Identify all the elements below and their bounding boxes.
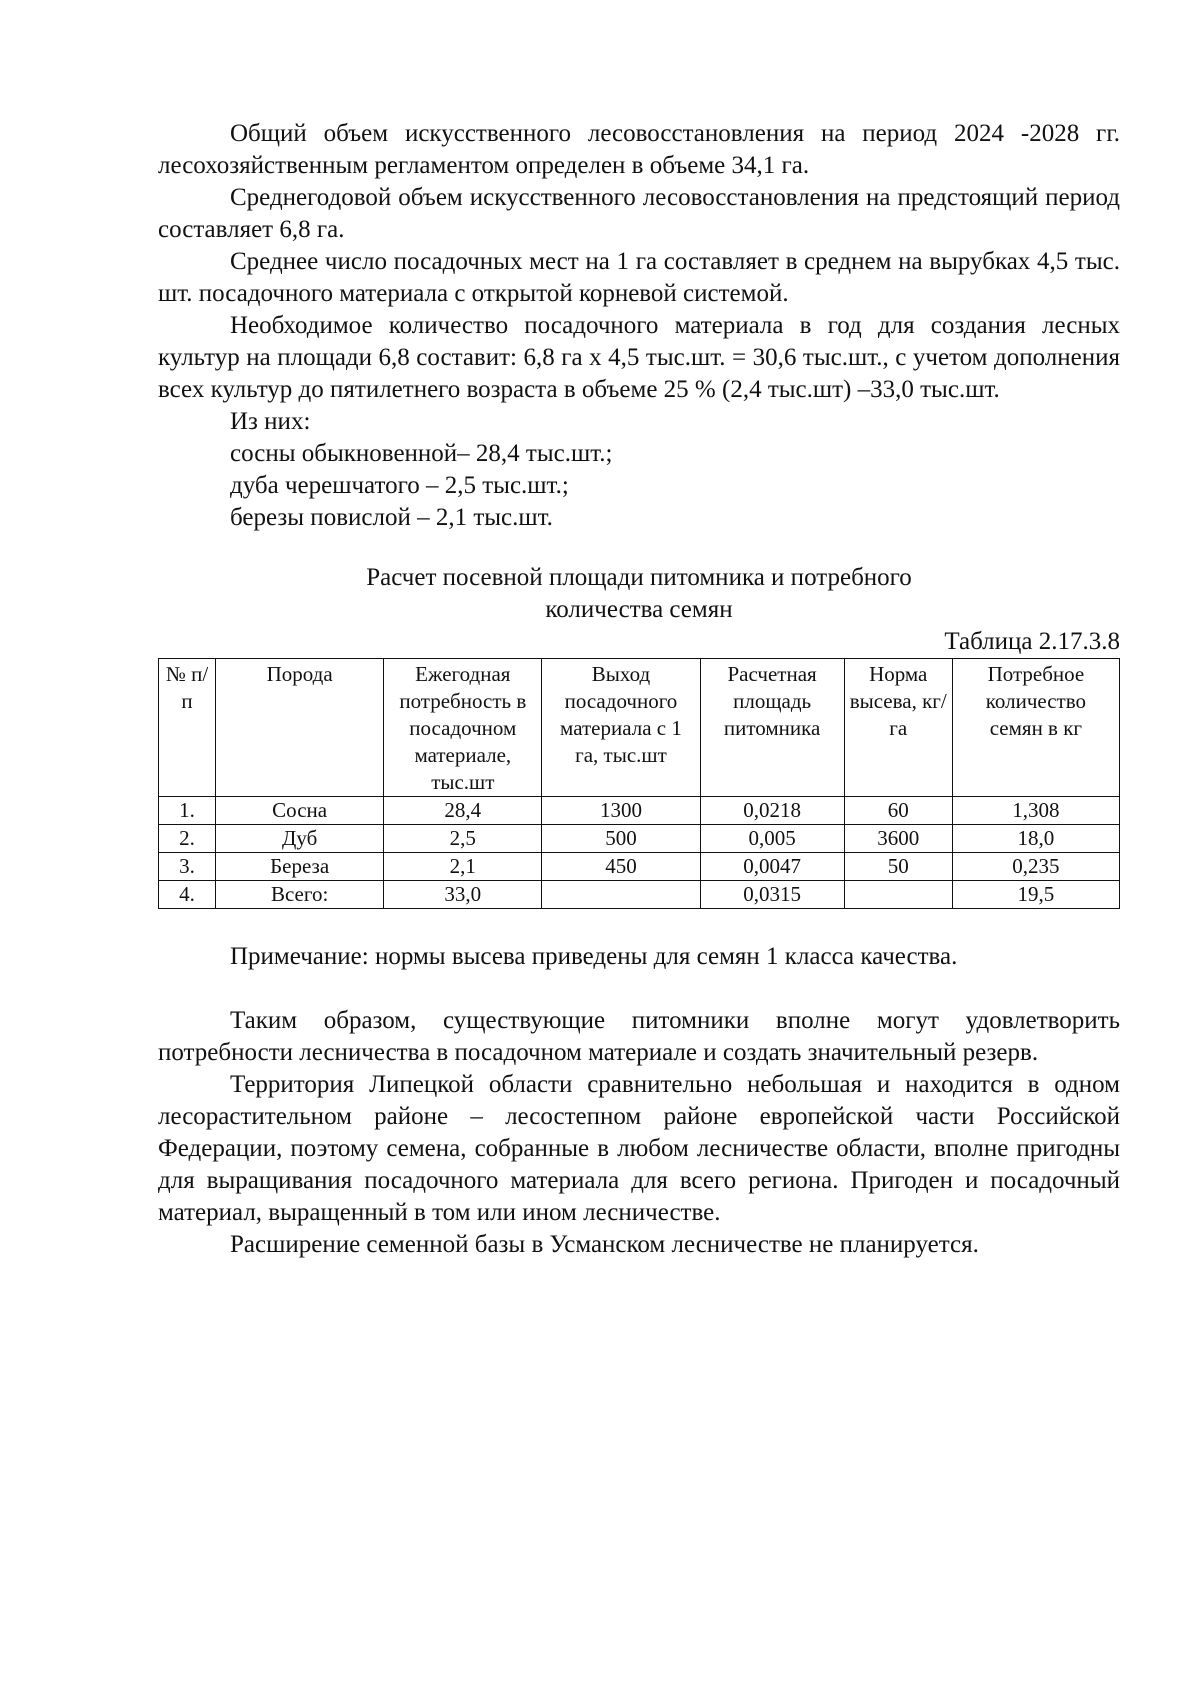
paragraph-required-material: Необходимое количество посадочного материала в год для создания лесных культур на площади 6,8 составит: 6,8 га х 4,5 тыс.шт. = 30,6 тыс.шт., с учетом дополнения всех культур до пятилетнего возраста в объеме 25 % (2,4 тыс.шт) –33,0 тыс.шт.: [158, 312, 1120, 403]
cell-yield-per-ha: [542, 881, 700, 909]
cell-number: 2.: [159, 825, 216, 853]
table-title: [158, 562, 1120, 626]
cell-seed-quantity: 1,308: [952, 797, 1119, 825]
cell-number: 4.: [159, 881, 216, 909]
cell-number: 3.: [159, 853, 216, 881]
paragraph-region: Территория Липецкой области сравнительно небольшая и находится в одном лесорастительном районе – лесостепном районе европейской части Российской Федерации, поэтому семена, собранные в любом лесничестве области, вполне пригодны для выращивания посадочного материала для всего региона. Пригоден и посадочный материал, выращенный в том или ином лесничестве.: [158, 1071, 1120, 1226]
paragraph-conclusion: Таким образом, существующие питомники вполне могут удовлетворить потребности лесничества в посадочном материале и создать значительный резерв.: [158, 1007, 1120, 1066]
cell-seed-quantity: 0,235: [952, 853, 1119, 881]
cell-sowing-rate: 3600: [844, 825, 952, 853]
header-sowing-rate: Норма высева, кг/га: [844, 659, 952, 797]
cell-species: Сосна: [216, 797, 384, 825]
cell-seed-quantity: 19,5: [952, 881, 1119, 909]
paragraph-seed-base: Расширение семенной базы в Усманском лесничестве не планируется.: [230, 1231, 979, 1258]
table-header-row: [159, 659, 1120, 797]
cell-sowing-rate: [844, 881, 952, 909]
table-row-total: [159, 881, 1120, 909]
paragraph-total-volume: Общий объем искусственного лесовосстановления на период 2024 -2028 гг. лесохозяйственным регламентом определен в объеме 34,1 га.: [158, 120, 1120, 179]
header-species: Порода: [216, 659, 384, 797]
cell-species: Береза: [216, 853, 384, 881]
cell-nursery-area: 0,005: [700, 825, 844, 853]
cell-annual-need: 33,0: [384, 881, 542, 909]
seed-calculation-table: [158, 658, 1120, 909]
table-number-label: Таблица 2.17.3.8: [944, 628, 1120, 655]
table-row: [159, 853, 1120, 881]
cell-species: Дуб: [216, 825, 384, 853]
header-number: № п/п: [159, 659, 216, 797]
cell-annual-need: 2,1: [384, 853, 542, 881]
cell-number: 1.: [159, 797, 216, 825]
table-title-line-1: Расчет посевной площади питомника и потребного: [366, 564, 912, 591]
table-row: [159, 825, 1120, 853]
list-item-pine: сосны обыкновенной– 28,4 тыс.шт.;: [230, 440, 613, 467]
cell-nursery-area: 0,0218: [700, 797, 844, 825]
cell-species: Всего:: [216, 881, 384, 909]
cell-sowing-rate: 60: [844, 797, 952, 825]
cell-yield-per-ha: 450: [542, 853, 700, 881]
table-note: Примечание: нормы высева приведены для семян 1 класса качества.: [230, 943, 958, 970]
header-yield-per-ha: Выход посадочного материала с 1 га, тыс.шт: [542, 659, 700, 797]
list-item-birch: березы повислой – 2,1 тыс.шт.: [230, 504, 553, 531]
header-seed-quantity: Потребное количество семян в кг: [952, 659, 1119, 797]
list-item-oak: дуба черешчатого – 2,5 тыс.шт.;: [230, 472, 569, 499]
table-row: [159, 797, 1120, 825]
header-annual-need: Ежегодная потребность в посадочном материале, тыс.шт: [384, 659, 542, 797]
table-title-line-2: количества семян: [545, 596, 733, 623]
cell-annual-need: 2,5: [384, 825, 542, 853]
cell-seed-quantity: 18,0: [952, 825, 1119, 853]
paragraph-annual-volume: Среднегодовой объем искусственного лесовосстановления на предстоящий период составляет 6,8 га.: [158, 184, 1120, 243]
cell-yield-per-ha: 500: [542, 825, 700, 853]
spacer: [158, 973, 1120, 1005]
header-nursery-area: Расчетная площадь питомника: [700, 659, 844, 797]
cell-nursery-area: 0,0315: [700, 881, 844, 909]
paragraph-planting-density: Среднее число посадочных мест на 1 га составляет в среднем на вырубках 4,5 тыс. шт. посадочного материала с открытой корневой системой.: [158, 248, 1120, 307]
list-intro: Из них:: [230, 408, 311, 435]
cell-annual-need: 28,4: [384, 797, 542, 825]
cell-nursery-area: 0,0047: [700, 853, 844, 881]
cell-yield-per-ha: 1300: [542, 797, 700, 825]
cell-sowing-rate: 50: [844, 853, 952, 881]
